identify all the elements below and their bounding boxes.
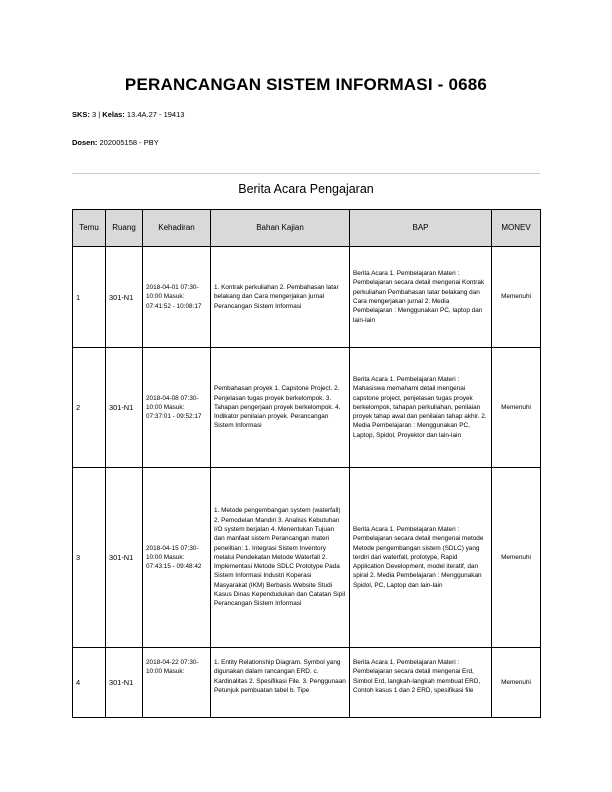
bahan-kajian-text: 1. Kontrak perkuliahan 2. Pembahasan latar belakang dan Cara mengerjakan jurnal Perancangan Sistem Informasi: [214, 284, 339, 310]
dosen-label: Dosen:: [72, 138, 98, 147]
monev-cell: Memenuhi: [492, 468, 541, 648]
sks-value: 3 |: [89, 110, 103, 119]
kehadiran-text: 2018-04-15 07:30-10:00 Masuk: 07:43:15 - 09:48:42: [146, 544, 202, 571]
bap-cell: [350, 648, 492, 718]
kehadiran-text: 2018-04-01 07:30-10:00 Masuk: 07:41:52 - 10:08:17: [146, 284, 202, 310]
ruang-cell: 301-N1: [106, 648, 143, 718]
kelas-label: Kelas:: [102, 110, 125, 119]
bahan-kajian-text: 1. Metode pengembangan system (waterfall) 2. Pemodelan Mandiri 3. Analisis Kebutuhan I/O system berjalan 4. Menentukan Tujuan dan manfaat sistem Perancangan materi penelitian: 1. Integrasi Sistem Inventory melalui Pendekatan Metode Waterfall 2. Implementasi Metode SDLC Prototype Pada Sistem Informasi Industri Koperasi Masyarakat (IKM) Berbasis Website Studi Kasus Dinas Kependudukan dan Catatan Sipil Perancangan Sistem Informasi: [214, 507, 346, 608]
bahan-kajian-cell: [211, 247, 350, 348]
ruang-cell: 301-N1: [106, 348, 143, 468]
ruang-cell: 301-N1: [106, 468, 143, 648]
col-header-bahan-kajian: Bahan Kajian: [211, 210, 350, 247]
page-title: PERANCANGAN SISTEM INFORMASI - 0686: [124, 75, 488, 94]
ruang-cell: 301-N1: [106, 247, 143, 348]
bahan-kajian-text: 1. Entity Relationship Diagram. Symbol yang digunakan dalam rancangan ERD. c. Kardinalitas 2. Spesifikasi File. 3. Penggunaan Petunjuk pembuatan tabel b. Tipe: [214, 659, 346, 694]
temu-cell: 4: [73, 648, 106, 718]
table-row: [73, 348, 541, 468]
bap-text: Berita Acara 1. Pembelajaran Materi : Pembelajaran secara detail mengenai Erd, Simbol Erd, langkah-langkah membuat ERD, Contoh kasus 1 dan 2 ERD, spesifikasi file: [353, 659, 481, 694]
sks-label: SKS:: [72, 110, 90, 119]
kehadiran-cell: [143, 348, 211, 468]
kehadiran-text: 2018-04-08 07:30-10:00 Masuk: 07:37:01 - 09:52:17: [146, 394, 202, 421]
kehadiran-cell: [143, 247, 211, 348]
bap-cell: [350, 468, 492, 648]
temu-cell: 3: [73, 468, 106, 648]
col-header-temu: Temu: [73, 210, 106, 247]
table-row: [73, 468, 541, 648]
bahan-kajian-cell: [211, 468, 350, 648]
bap-text: Berita Acara 1. Pembelajaran Materi : Pembelajaran secara detail mengenai Kontrak perkuliahan Pembahasan latar belakang dan Cara mengerjakan jurnal 2. Media Pembelajaran : Menggunakan PC, laptop dan lain-lain: [353, 270, 485, 324]
bap-cell: [350, 348, 492, 468]
temu-cell: 2: [73, 348, 106, 468]
dosen-value: 202005158 - PBY: [97, 138, 159, 147]
bap-text: Berita Acara 1. Pembelajaran Materi : Pembelajaran secara detail mengenai metode Metode pengembangan sistem (SDLC) yang terdiri dari waterfall, prototype, Rapid Application Development, model iteratif, dan spiral 2. Media Pembelajaran : Menggunakan Spidol, PC, Laptop dan lain-lain: [353, 525, 484, 589]
col-header-bap: BAP: [350, 210, 492, 247]
kehadiran-cell: [143, 648, 211, 718]
course-info: [72, 110, 184, 119]
divider: [72, 173, 540, 174]
table-header-row: [73, 210, 541, 247]
col-header-monev: MONEV: [492, 210, 541, 247]
section-title: Berita Acara Pengajaran: [238, 182, 374, 196]
monev-cell: Memenuhi: [492, 348, 541, 468]
bahan-kajian-cell: [211, 648, 350, 718]
bap-text: Berita Acara 1. Pembelajaran Materi : Mahasiswa memahami detail mengenai capstone project, penjelasan tugas proyek berkelompok, tahapan perkuliahan, penilaian proyek tahap awal dan penilaian tahap akhir. 2. Media Pembelajaran : Menggunakan PC, Laptop, Spidol, Proyektor dan lain-lain: [353, 375, 487, 439]
monev-cell: Memenuhi: [492, 648, 541, 718]
table-row: [73, 247, 541, 348]
monev-cell: Memenuhi: [492, 247, 541, 348]
kelas-value: 13.4A.27 - 19413: [124, 110, 185, 119]
col-header-ruang: Ruang: [106, 210, 143, 247]
kehadiran-text: 2018-04-22 07:30-10:00 Masuk:: [146, 659, 199, 676]
kehadiran-cell: [143, 468, 211, 648]
bap-table: [72, 209, 541, 718]
bahan-kajian-text: Pembahasan proyek 1. Capstone Project. 2. Penjelasan tugas proyek berkelompok. 3. Tahapan pengerjaan proyek berkelompok. 4. Indikator penilaian proyek. Perancangan Sistem Informasi: [214, 385, 341, 430]
lecturer-info: [72, 138, 159, 147]
bap-cell: [350, 247, 492, 348]
col-header-kehadiran: Kehadiran: [143, 210, 211, 247]
table-row: [73, 648, 541, 718]
temu-cell: 1: [73, 247, 106, 348]
bahan-kajian-cell: [211, 348, 350, 468]
